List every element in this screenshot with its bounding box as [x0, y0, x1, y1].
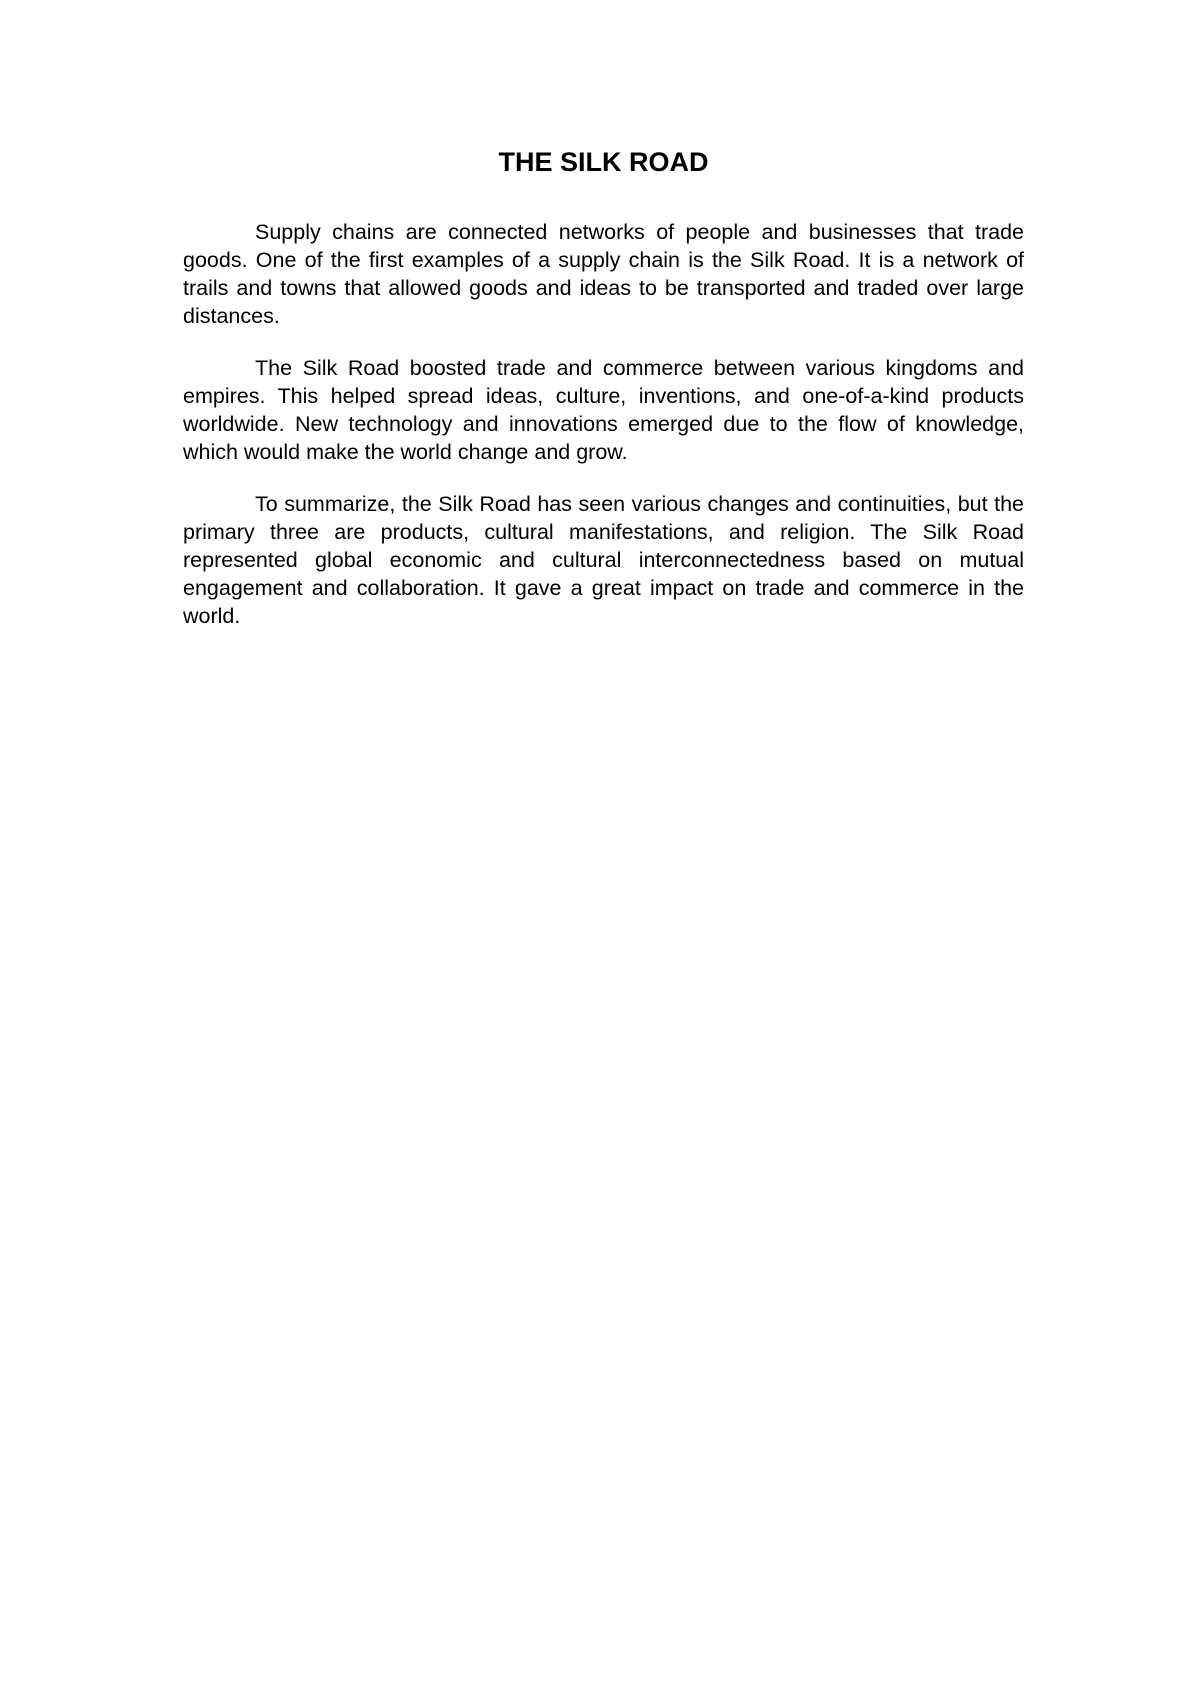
paragraph-intro: Supply chains are connected networks of people and businesses that trade goods. One of the first examples of a supply chain is the Silk Road. It is a network of trails and towns that allowed goods and ideas to be transported and traded over large distances. — [183, 220, 1024, 328]
paragraph-trade: The Silk Road boosted trade and commerce between various kingdoms and empires. This helped spread ideas, culture, inventions, and one-of-a-kind products worldwide. New technology and innovations emerged due to the flow of knowledge, which would make the world change and grow. — [183, 356, 1024, 464]
paragraph-summary: To summarize, the Silk Road has seen various changes and continuities, but the primary three are products, cultural manifestations, and religion. The Silk Road represented global economic and cultural interconnectedness based on mutual engagement and collaboration. It gave a great impact on trade and commerce in the world. — [183, 492, 1024, 628]
page-title: THE SILK ROAD — [498, 147, 709, 177]
document-body — [183, 142, 1024, 654]
